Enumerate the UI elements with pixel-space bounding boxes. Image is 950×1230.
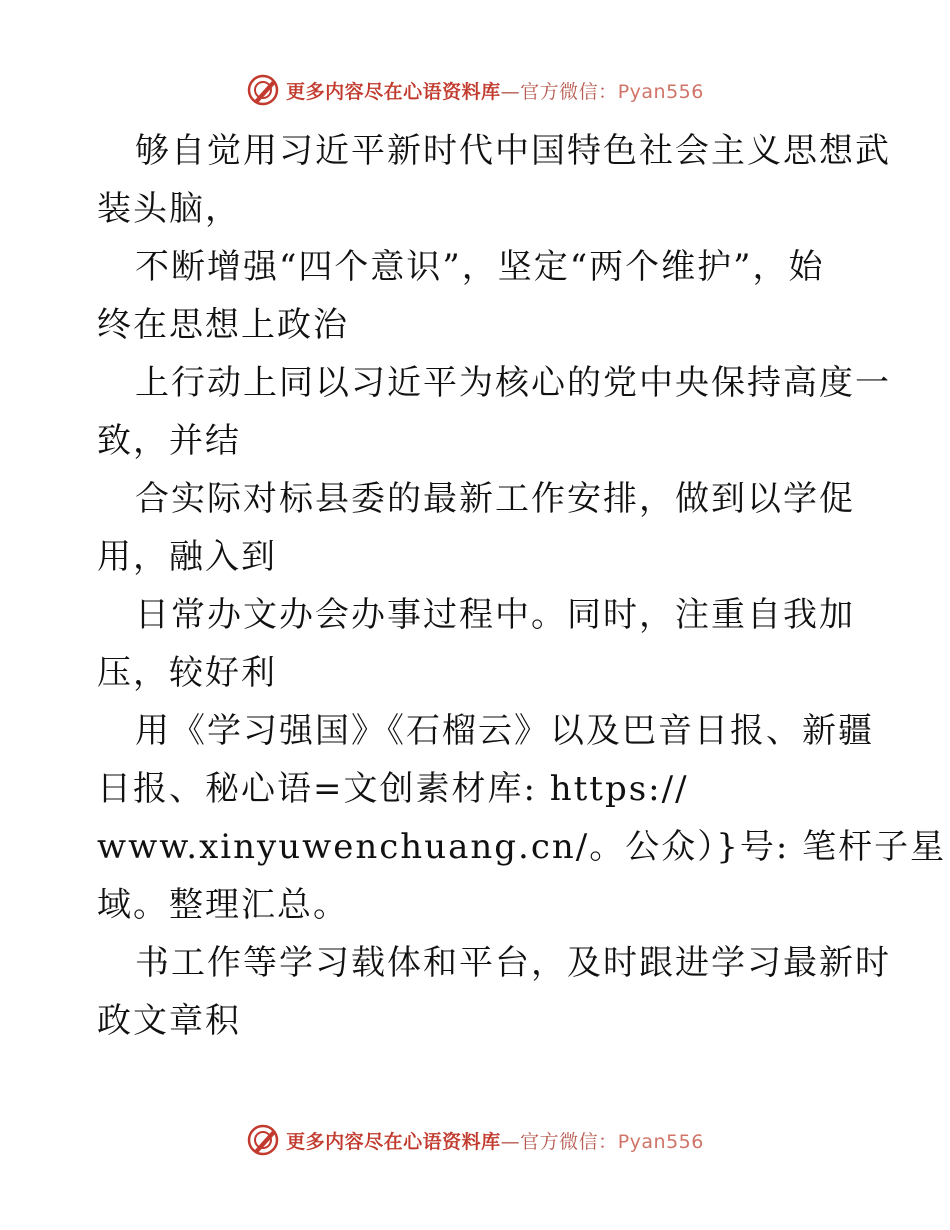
banner-dash: — (500, 1130, 521, 1153)
banner-wechat-id: Pyan556 (617, 1130, 704, 1153)
banner-wechat-label: 官方微信： (520, 80, 618, 103)
text-line: 装头脑， (97, 189, 241, 229)
footer-watermark-banner (0, 1120, 950, 1160)
banner-dash: — (500, 80, 521, 103)
text-line: 用，融入到 (97, 537, 277, 577)
text-line: 政文章积 (97, 1001, 241, 1041)
text-line: 书工作等学习载体和平台，及时跟进学习最新时 (135, 943, 891, 983)
text-line: www.xinyuwenchuang.cn/。公众）}号: 笔杆子星 (97, 827, 947, 867)
text-line: 终在思想上政治 (97, 305, 349, 345)
text-line: 合实际对标县委的最新工作安排，做到以学促 (135, 479, 855, 519)
banner-wechat-label: 官方微信： (520, 1130, 618, 1153)
text-line: 致，并结 (97, 421, 241, 461)
text-line: 不断增强“四个意识”，坚定“两个维护”，始 (135, 247, 825, 287)
pen-logo-icon (246, 1123, 280, 1157)
pen-logo-icon (246, 73, 280, 107)
banner-brand-text: 更多内容尽在心语资料库 (286, 80, 501, 103)
text-line: 上行动上同以习近平为核心的党中央保持高度一 (135, 363, 891, 403)
banner-brand-text: 更多内容尽在心语资料库 (286, 1130, 501, 1153)
text-line: 用《学习强国》《石榴云》以及巴音日报、新疆 (135, 711, 874, 751)
text-line: 域。整理汇总。 (97, 885, 349, 925)
text-line: 压，较好利 (97, 653, 277, 693)
text-line: 日常办文办会办事过程中。同时，注重自我加 (135, 595, 855, 635)
header-watermark-banner (0, 70, 950, 110)
banner-wechat-id: Pyan556 (617, 80, 704, 103)
text-line: 够自觉用习近平新时代中国特色社会主义思想武 (135, 131, 891, 171)
text-line: 日报、秘心语=文创素材库: https:// (97, 769, 689, 809)
document-body (97, 122, 947, 1050)
